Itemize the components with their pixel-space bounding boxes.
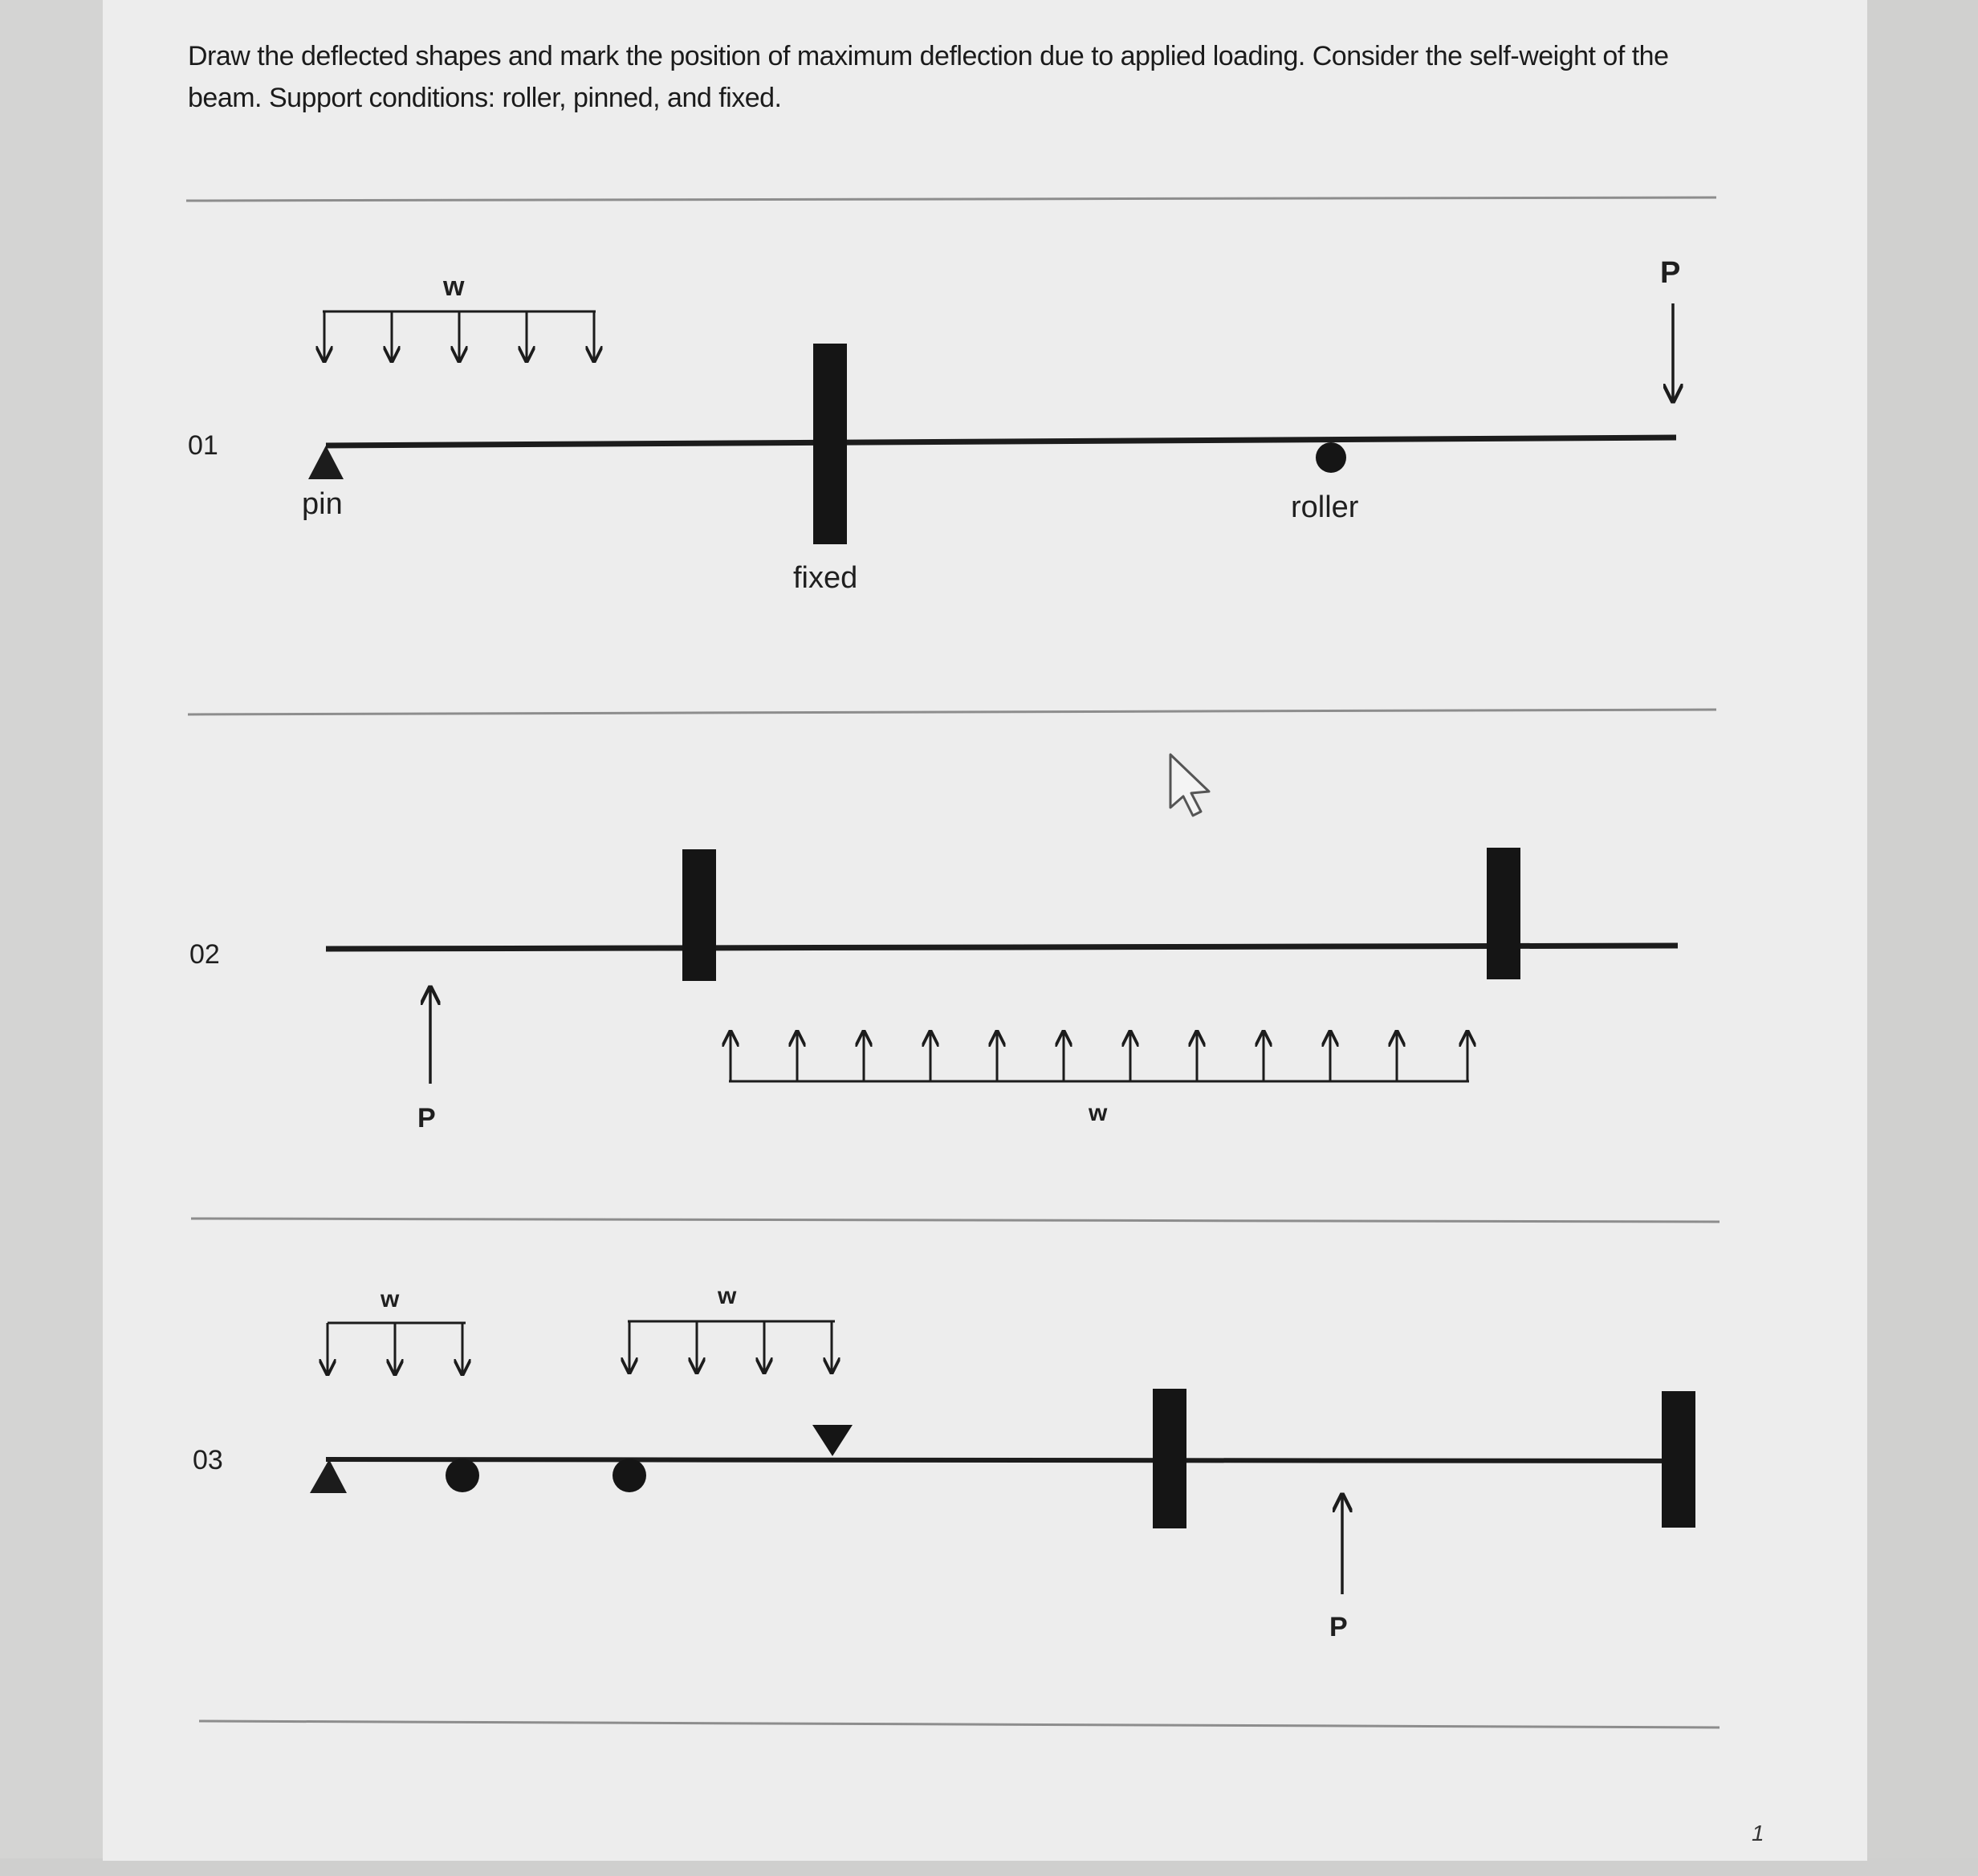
distributed-load-down [328, 1323, 466, 1374]
fixed-support [682, 849, 716, 981]
page-number: 1 [1752, 1821, 1764, 1845]
fixed-support [1662, 1391, 1695, 1528]
pin-support-inverted [812, 1425, 853, 1456]
problem-02 [189, 755, 1678, 1133]
beam [326, 1459, 1694, 1461]
problem-number: 01 [188, 430, 218, 461]
separator-rule [188, 710, 1716, 714]
pin-support [310, 1459, 347, 1493]
distributed-load-label: w [443, 271, 465, 302]
point-load-label: P [1660, 256, 1681, 290]
distributed-load-down [628, 1321, 835, 1373]
separator-rule [199, 1721, 1720, 1727]
distributed-load-label: w [381, 1286, 400, 1312]
beam [326, 437, 1676, 446]
roller-support [613, 1459, 646, 1492]
fixed-support [813, 344, 847, 544]
problem-number: 02 [189, 939, 220, 970]
distributed-load-up [729, 1032, 1469, 1081]
instructions-text: Draw the deflected shapes and mark the position of maximum deflection due to applied loading. Consider the self-weight of the beam. Support conditions: roller, pinned, and fixed. [188, 41, 1669, 113]
mouse-cursor-icon [1170, 755, 1209, 816]
roller-support [446, 1459, 479, 1492]
roller-label: roller [1291, 490, 1359, 524]
distributed-load-label: w [1089, 1100, 1108, 1126]
pin-support [308, 446, 344, 479]
point-load-label: P [417, 1103, 436, 1133]
problem-number: 03 [193, 1445, 223, 1475]
fixed-label: fixed [793, 561, 858, 595]
pin-label: pin [302, 487, 343, 521]
beam [326, 946, 1678, 949]
distributed-load-down [323, 311, 596, 361]
roller-support [1316, 442, 1346, 473]
fixed-support [1487, 848, 1520, 979]
distributed-load-label: w [718, 1283, 737, 1309]
problem-03 [193, 1283, 1695, 1642]
fixed-support [1153, 1389, 1186, 1528]
point-load-label: P [1329, 1612, 1348, 1642]
problem-01 [188, 256, 1680, 595]
separator-rule [186, 197, 1716, 201]
separator-rule [191, 1219, 1720, 1222]
